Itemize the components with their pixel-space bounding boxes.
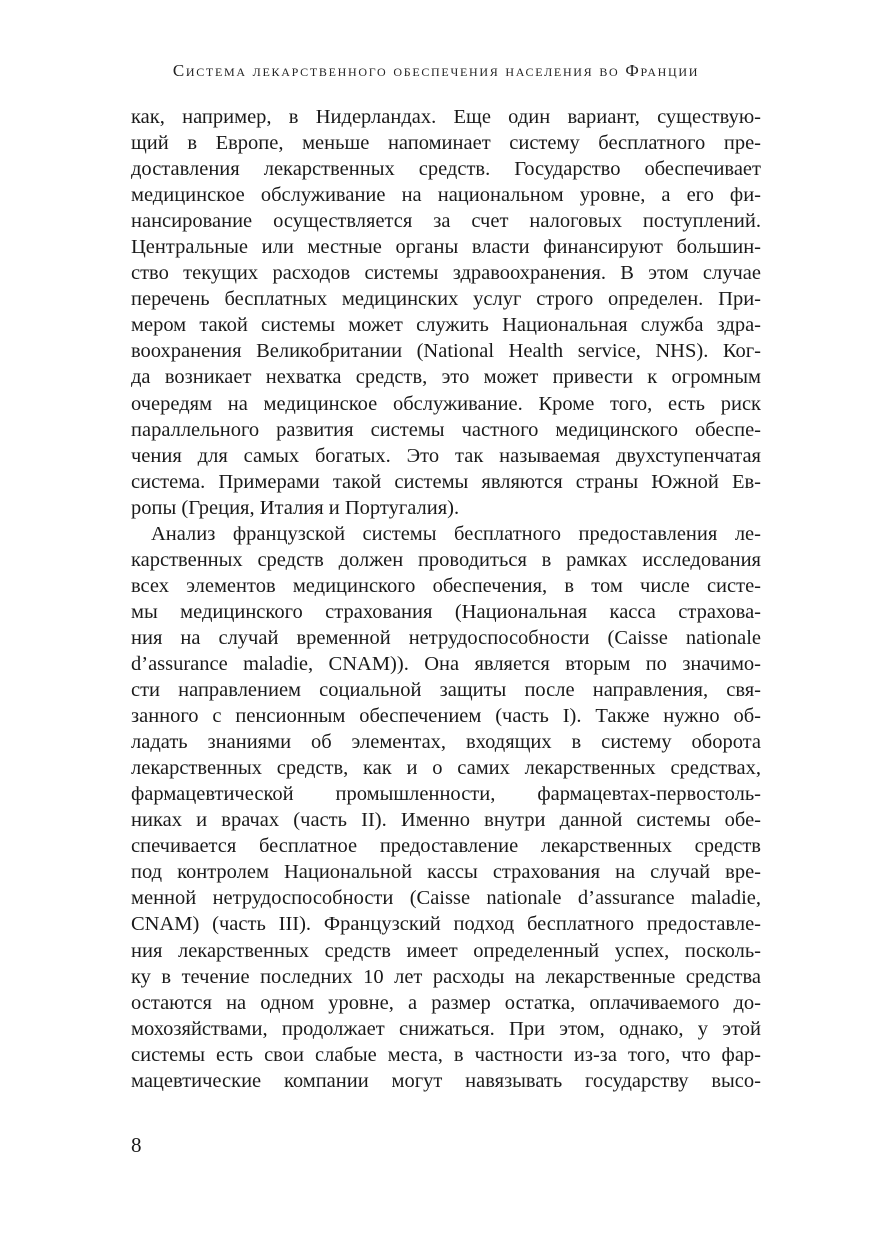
text-line: под контролем Национальной кассы страхования на случай вре-: [131, 861, 761, 884]
text-line: мы медицинского страхования (Национальная касса страхова-: [131, 600, 761, 623]
text-line: система. Примерами такой системы являются страны Южной Ев-: [131, 470, 761, 493]
text-line: ку в течение последних 10 лет расходы на лекарственные средства: [131, 965, 761, 988]
text-line: занного с пенсионным обеспечением (часть I). Также нужно об-: [131, 705, 761, 728]
text-line: очередям на медицинское обслуживание. Кроме того, есть риск: [131, 392, 761, 415]
text-line: системы есть свои слабые места, в частности из-за того, что фар-: [131, 1043, 761, 1066]
text-line: мохозяйствами, продолжает снижаться. При этом, однако, у этой: [131, 1017, 761, 1040]
text-line: медицинское обслуживание на национальном уровне, а его фи-: [131, 184, 761, 207]
text-line: всех элементов медицинского обеспечения, в том числе систе-: [131, 574, 761, 597]
text-line: щий в Европе, меньше напоминает систему бесплатного пре-: [131, 132, 761, 155]
text-line: Анализ французской системы бесплатного предоставления ле-: [151, 522, 761, 545]
text-line: чения для самых богатых. Это так называемая двухступенчатая: [131, 444, 761, 467]
body-text: [131, 104, 761, 1094]
text-line: фармацевтической промышленности, фармацевтах-первостоль-: [131, 783, 761, 806]
text-line: остаются на одном уровне, а размер остатка, оплачиваемого до-: [131, 991, 761, 1014]
text-line: мером такой системы может служить Национальная служба здра-: [131, 314, 761, 337]
text-line: Центральные или местные органы власти финансируют большин-: [131, 236, 761, 259]
text-line: да возникает нехватка средств, это может привести к огромным: [131, 366, 761, 389]
text-line: карственных средств должен проводиться в рамках исследования: [131, 548, 761, 571]
page-number: 8: [131, 1133, 142, 1157]
text-line: ния на случай временной нетрудоспособности (Caisse nationale: [131, 626, 761, 649]
text-line: воохранения Великобритании (National Health service, NHS). Ког-: [131, 340, 761, 363]
running-head: Система лекарственного обеспечения населения во Франции: [172, 61, 700, 80]
text-line: d’assurance maladie, CNAM)). Она является вторым по значимо-: [131, 652, 761, 675]
text-line: ладать знаниями об элементах, входящих в систему оборота: [131, 731, 761, 754]
text-line: CNAM) (часть III). Французский подход бесплатного предоставле-: [131, 913, 761, 936]
text-line: лекарственных средств, как и о самих лекарственных средствах,: [131, 757, 761, 780]
text-line: спечивается бесплатное предоставление лекарственных средств: [131, 835, 761, 858]
text-line: нансирование осуществляется за счет налоговых поступлений.: [131, 210, 761, 233]
text-line: менной нетрудоспособности (Caisse nationale d’assurance maladie,: [131, 887, 761, 910]
text-line: доставления лекарственных средств. Государство обеспечивает: [131, 158, 761, 181]
text-line: ство текущих расходов системы здравоохранения. В этом случае: [131, 262, 761, 285]
text-line: сти направлением социальной защиты после направления, свя-: [131, 679, 761, 702]
text-line: мацевтические компании могут навязывать государству высо-: [131, 1069, 761, 1092]
text-line: перечень бесплатных медицинских услуг строго определен. При-: [131, 288, 761, 311]
text-line: никах и врачах (часть II). Именно внутри данной системы обе-: [131, 809, 761, 832]
text-line: ропы (Греция, Италия и Португалия).: [131, 496, 460, 519]
text-line: параллельного развития системы частного медицинского обеспе-: [131, 418, 761, 441]
text-line: ния лекарственных средств имеет определенный успех, посколь-: [131, 939, 761, 962]
text-line: как, например, в Нидерландах. Еще один вариант, существую-: [131, 106, 761, 128]
